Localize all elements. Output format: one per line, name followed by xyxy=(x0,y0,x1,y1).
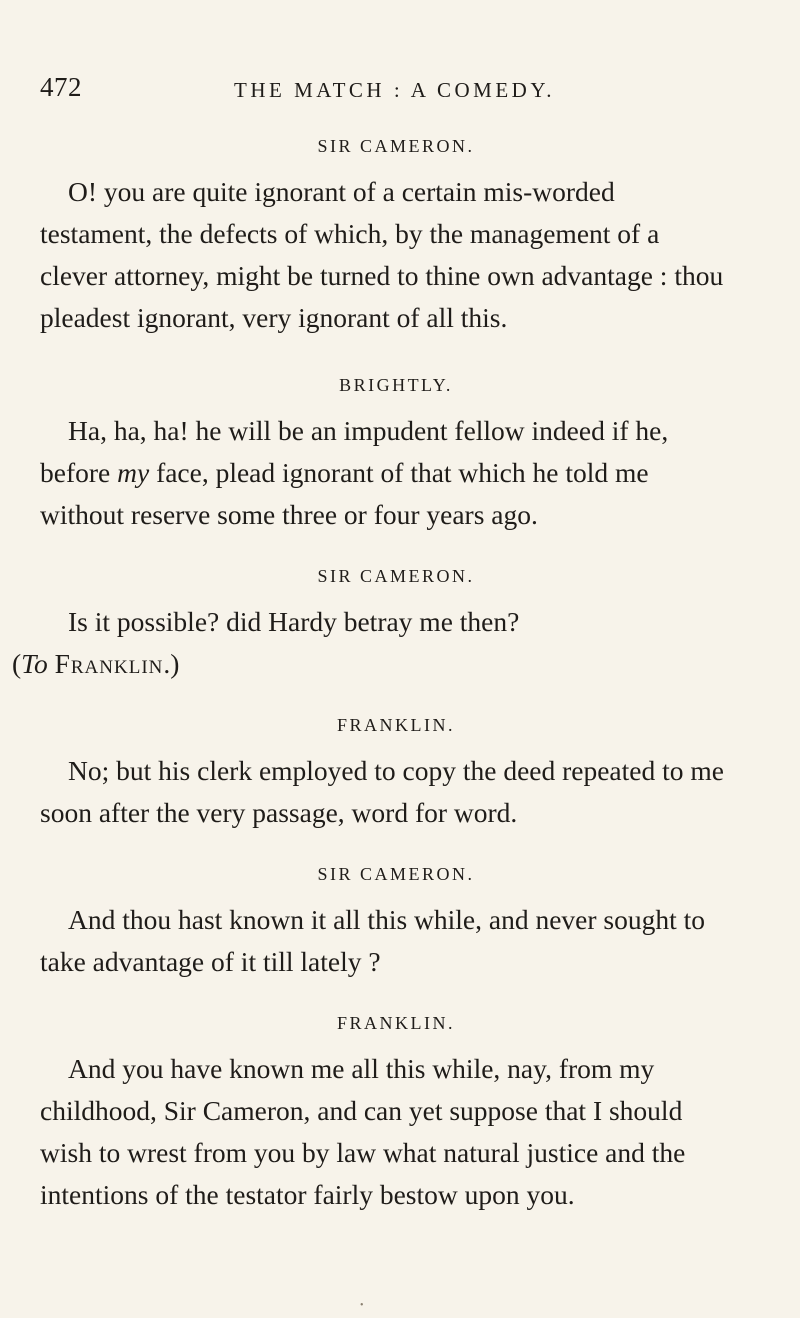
speech-text-part: Ha, ha, ha! he will be an impudent fellow indeed if he, before xyxy=(40,415,669,488)
speech-block xyxy=(40,136,730,339)
speaker-name: SIR CAMERON. xyxy=(317,864,475,884)
page-speck-mark: • xyxy=(360,1300,364,1311)
speech-block xyxy=(12,566,730,685)
play-dialogue xyxy=(12,136,730,1246)
speech-block xyxy=(40,864,730,983)
speaker-name: SIR CAMERON. xyxy=(317,136,475,156)
stage-direction-italic: To xyxy=(21,648,48,679)
speaker-name: FRANKLIN. xyxy=(336,1013,455,1033)
stage-direction-name: Franklin xyxy=(54,648,164,679)
speech-block xyxy=(40,1013,730,1216)
speech-text: And you have known me all this while, nay, from my childhood, Sir Cameron, and can yet suppose that I should wish to wrest from you by law what natural justice and the intentions of the testator fairly bestow upon you. xyxy=(40,1053,686,1210)
page-header xyxy=(40,72,760,112)
speaker-name: BRIGHTLY. xyxy=(339,375,453,395)
speech-emphasis: my xyxy=(117,457,150,488)
speech-text xyxy=(12,601,730,685)
speech-text: No; but his clerk employed to copy the deed repeated to me soon after the very passage, word for word. xyxy=(40,755,724,828)
stage-direction-bracket: ( xyxy=(12,648,22,679)
speaker-name: SIR CAMERON. xyxy=(317,566,475,586)
speech-text xyxy=(40,410,730,536)
speech-block xyxy=(40,375,730,536)
speech-text: And thou hast known it all this while, and never sought to take advantage of it till lately ? xyxy=(40,904,706,977)
speech-text-part: Is it possible? did Hardy betray me then? xyxy=(68,606,520,637)
speaker-name: FRANKLIN. xyxy=(336,715,455,735)
speech-text: O! you are quite ignorant of a certain mis-worded testament, the defects of which, by the management of a clever attorney, might be turned to thine own advantage : thou pleadest ignorant, very ignorant of all this. xyxy=(40,176,724,333)
page-number: 472 xyxy=(40,72,82,102)
speech-text-part: face, plead ignorant of that which he told me without reserve some three or four years ago. xyxy=(40,457,649,530)
running-title: THE MATCH : A COMEDY. xyxy=(234,78,556,102)
stage-direction xyxy=(12,648,179,679)
speech-block xyxy=(40,715,730,834)
stage-direction-bracket: .) xyxy=(163,648,180,679)
